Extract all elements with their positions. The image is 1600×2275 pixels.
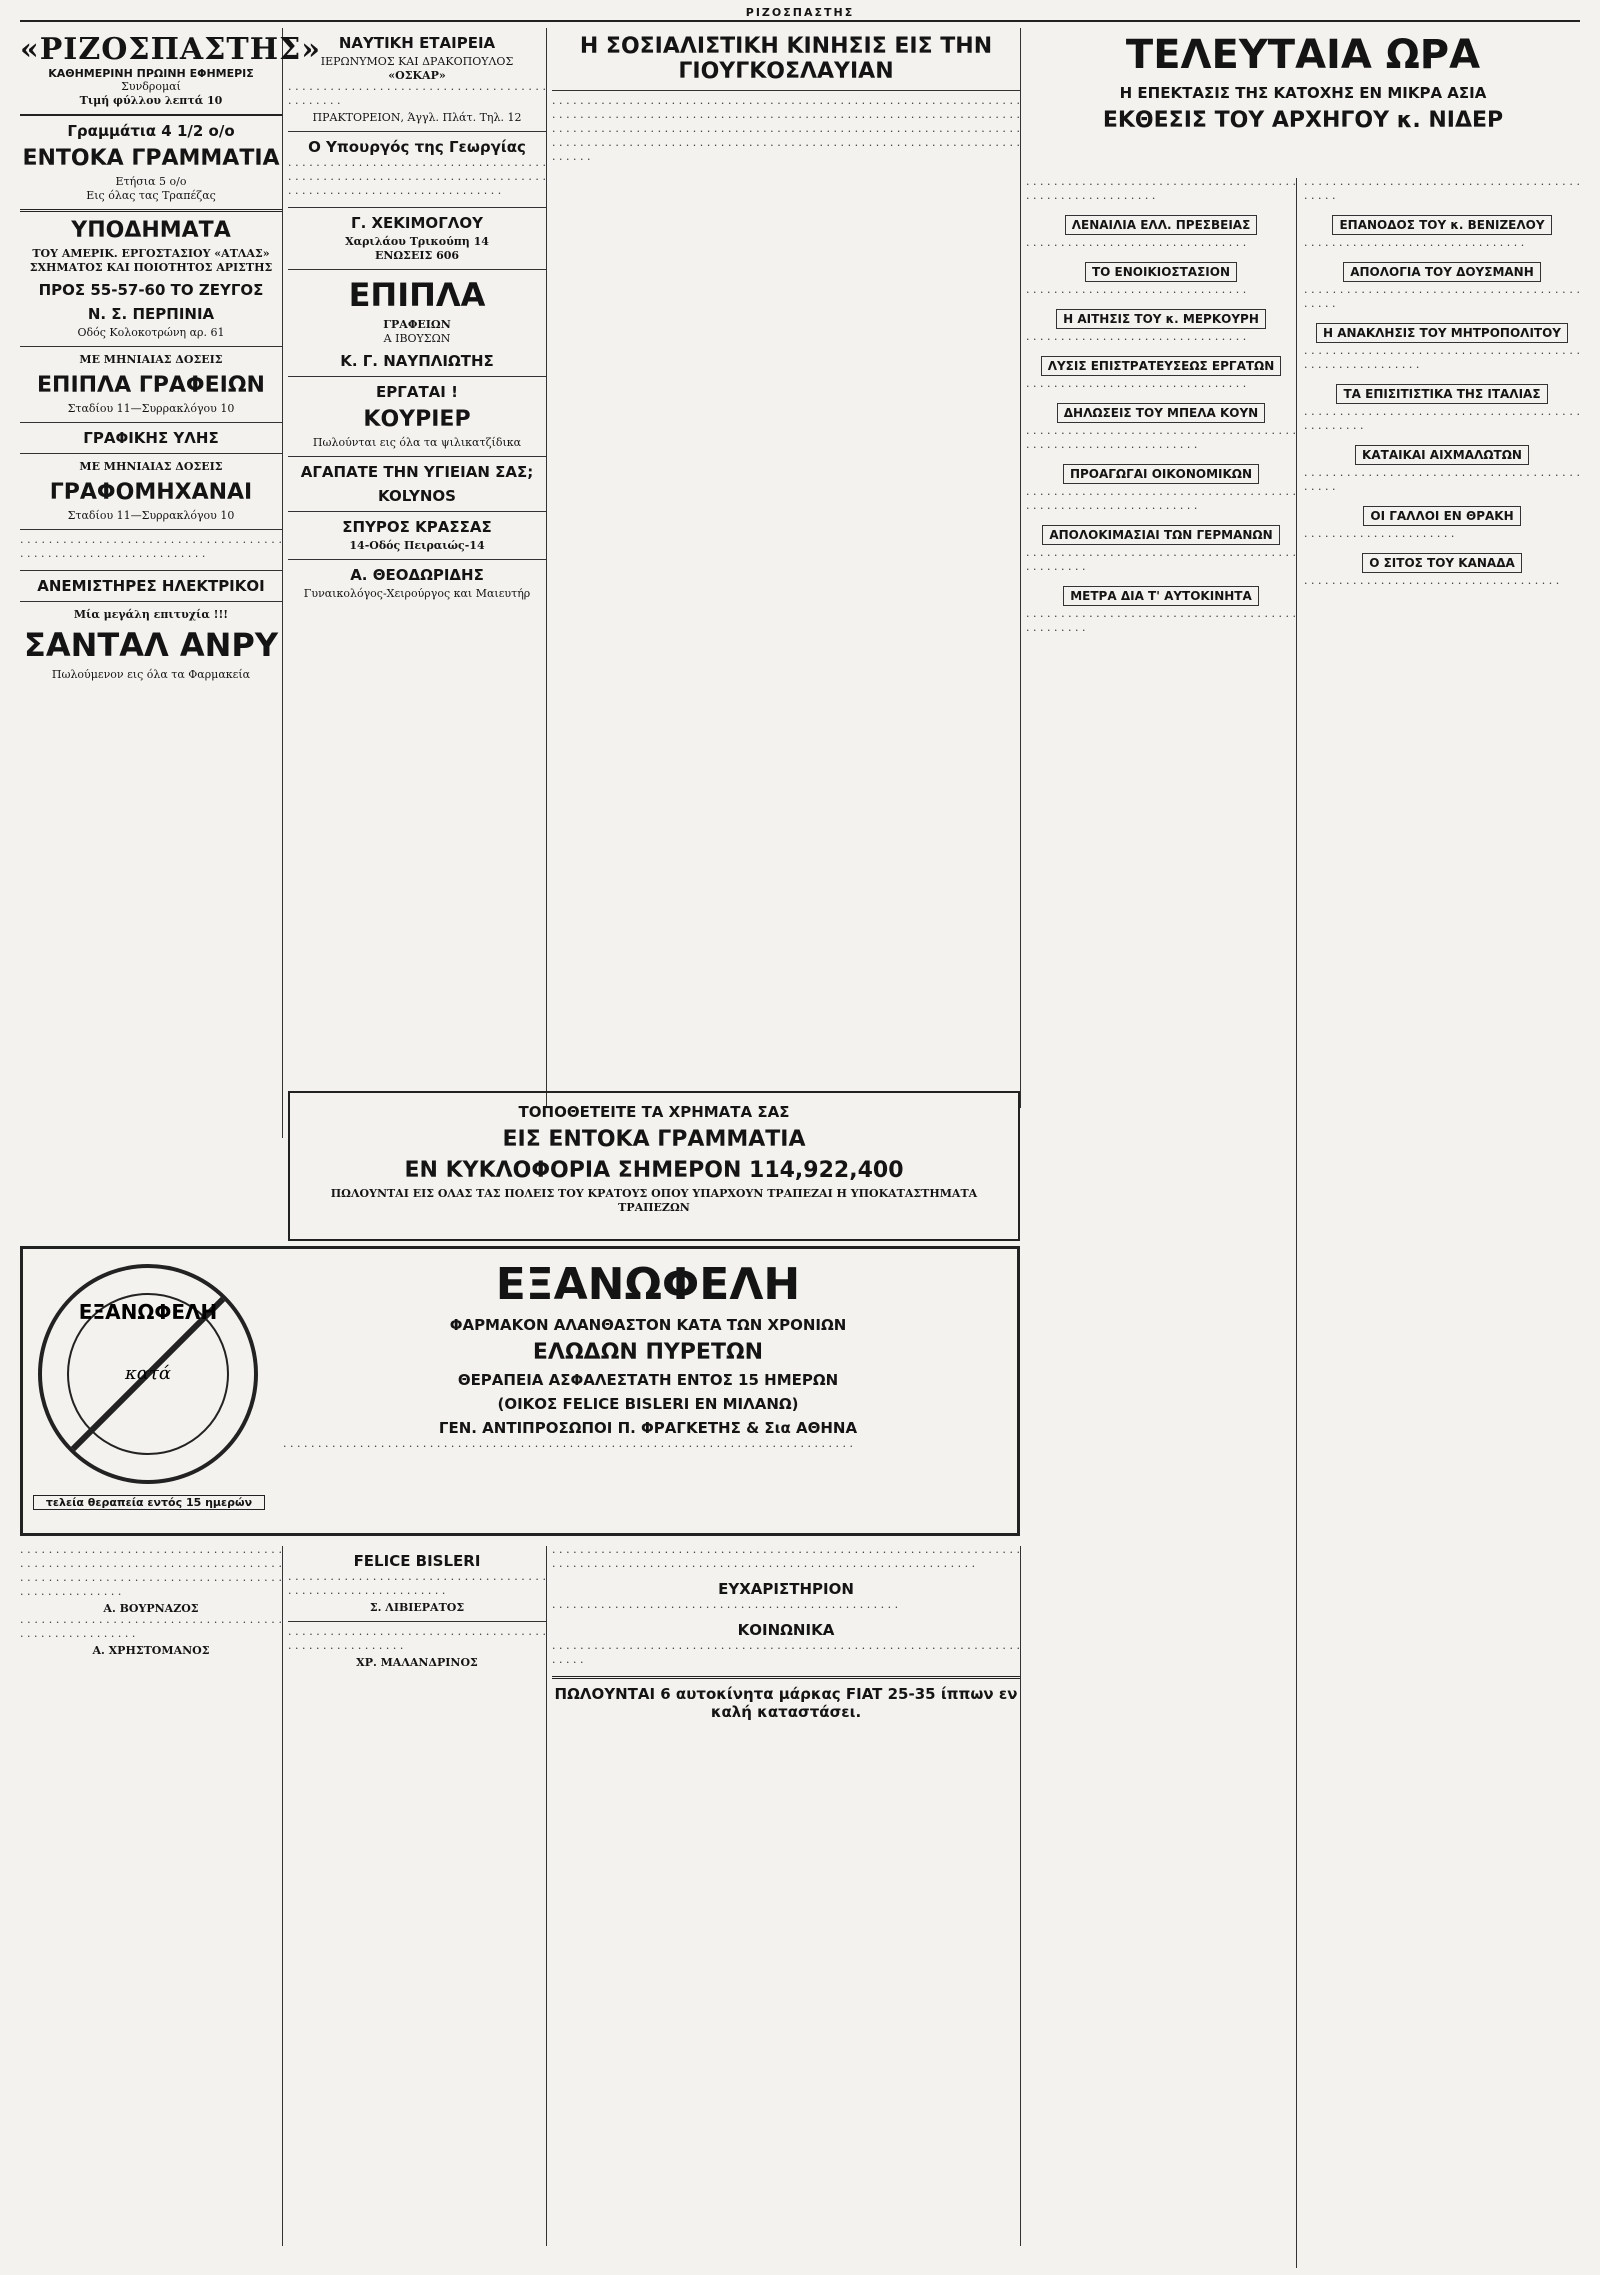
kolynos-title: KOLYNOS [378,487,456,505]
exanofeli-l3: ΘΕΡΑΠΕΙΑ ΑΣΦΑΛΕΣΤΑΤΗ ΕΝΤΟΣ 15 ΗΜΕΡΩΝ [457,1371,839,1389]
sig4: ΧΡ. ΜΑΛΑΝΔΡΙΝΟΣ [356,1656,478,1669]
column-4b: · · · · · · · · · · · · · · · · · · · · · · · · · · · · · · · · · · · · · · · · · · · · ΕΠΑΝΟΔΟΣ ΤΟΥ κ. ΒΕΝΙΖΕΛΟΥ · · · · · · · · · · · · · · · · · · · · · · · · · · · · · · · · ΑΠΟΛΟΓΙΑ ΤΟΥ ΔΟΥΣΜΑΝΗ · · · · · · · · · · · · · · · · · · · · · · · · · · · · · · · · · · · · · · · · · · · · Η ΑΝΑΚΛΗΣΙΣ ΤΟΥ ΜΗΤΡΟΠΟΛΙΤΟΥ · · · · · · · · · · · · · · · · · · · · · · · · · · · · · · · · · · · · · · · · · · · · · · · · · · · · · · · · ΤΑ ΕΠΙΣΙΤΙΣΤΙΚΑ ΤΗΣ ΙΤΑΛΙΑΣ · · · · · · · · · · · · · · · · · · · · · · · · · · · · · · · · · · · · · · · · · · · · · · · · ΚΑΤΑΙΚΑΙ ΑΙΧΜΑΛΩΤΩΝ · · · · · · · · · · · · · · · · · · · · · · · · · · · · · · · · · · · · · · · · · · · · ΟΙ ΓΑΛΛΟΙ ΕΝ ΘΡΑΚΗ · · · · · · · · · · · · · · · · · · · · · · Ο ΣΙΤΟΣ ΤΟΥ ΚΑΝΑΔΑ · · · · · · · · · · · · · · · · · · · · · · · · · · · · · · · · · · · · · [1304,178,1580,590]
santal-head: Μία μεγάλη επιτυχία !!! [73,608,229,621]
lower-column-2: FELICE BISLERI · · · · · · · · · · · · · · · · · · · · · · · · · · · · · · · · · · · · · · · · · · · · · · · · · · · · · · · · · · · · Σ. ΛΙΒΙΕΡΑΤΟΣ · · · · · · · · · · · · · · · · · · · · · · · · · · · · · · · · · · · · · · · · · · · · · · · · · · · · · · ΧΡ. ΜΑΛΑΝΔΡΙΝΟΣ [288,1546,547,2246]
ship-contact: ΠΡΑΚΤΟΡΕΙΟΝ, Άγγλ. Πλάτ. Τηλ. 12 [312,111,522,124]
lower-column-1: · · · · · · · · · · · · · · · · · · · · · · · · · · · · · · · · · · · · · · · · · · · · · · · · · · · · · · · · · · · · · · · · · · · · · · · · · · · · · · · · · · · · · · · · · · · · · · · · · · · · · · · · · · · · · · · · · · · · · · · · · · · · · · Α. ΒΟΥΡΝΑΖΟΣ · · · · · · · · · · · · · · · · · · · · · · · · · · · · · · · · · · · · · · · · · · · · · · · · · · · · · · Α. ΧΡΗΣΤΟΜΑΝΟΣ [20,1546,283,2246]
epipla-addr: Σταδίου 11—Συρρακλόγου 10 [67,402,235,415]
exanofeli-l1: ΦΑΡΜΑΚΟΝ ΑΛΑΝΘΑΣΤΟΝ ΚΑΤΑ ΤΩΝ ΧΡΟΝΙΩΝ [449,1316,847,1334]
entoka-where: Εις όλας τας Τραπέζας [86,189,216,202]
bellakoin-heading: ΔΗΛΩΣΕΙΣ ΤΟΥ ΜΠΕΛΑ ΚΟΥΝ [1057,403,1265,423]
filler-text: · · · · · · · · · · · · · · · · · · · · · · · · · · · · · · · · · · · · · · · · · · · · · · · · · · · · · · · · · · · · · · · · · · · · · · · · · · · · · · · · · · · · · · · · · · · · · · · · · · · · · · · · · · · · · · · · · · · · · · · · · · · · · · · · · · · · · · · · · · · · · · · · · · · · · · · · · · · · · · · · · · · · · · · · · · · · · · · · · · · · · · · · · · · · · · · · · · · · · · · · · · · · · · · · · · · · · · · · · · · · · · · · · · · · · · · · · · · · · · · · · · · · · · · · · · · · · · · · · · · · · · · · · · · · · · · · · · [552,97,1020,166]
last-hour-sub2: ΕΚΘΕΣΙΣ ΤΟΥ ΑΡΧΗΓΟΥ κ. ΝΙΔΕΡ [1102,108,1504,133]
apologia-heading: ΑΠΟΛΟΓΙΑ ΤΟΥ ΔΟΥΣΜΑΝΗ [1343,262,1541,282]
socialist-heading: Η ΣΟΣΙΑΛΙΣΤΙΚΗ ΚΙΝΗΣΙΣ ΕΙΣ ΤΗΝ ΓΙΟΥΓΚΟΣΛΑΥΙΑΝ [579,34,993,84]
typewriters-title: ΓΡΑΦΟΜΗΧΑΝΑΙ [49,480,253,505]
georgia-heading: Ο Υπουργός της Γεωργίας [308,138,526,156]
epipla2-title: ΕΠΙΠΛΑ [348,276,486,314]
epipla-head: ΜΕ ΜΗΝΙΑΙΑΣ ΔΟΣΕΙΣ [79,353,223,366]
dentist-title: ΣΠΥΡΟΣ ΚΡΑΣΣΑΣ [342,518,492,536]
shoes-price: ΠΡΟΣ 55-57-60 ΤΟ ΖΕΥΓΟΣ [38,281,264,299]
bisleri-heading: FELICE BISLERI [353,1552,481,1570]
venizelos-heading: ΕΠΑΝΟΔΟΣ ΤΟΥ κ. ΒΕΝΙΖΕΛΟΥ [1332,215,1551,235]
emblem-bottom: τελεία θεραπεία εντός 15 ημερών [33,1495,265,1510]
germans-heading: ΑΠΟΛΟΚΙΜΑΣΙΑΙ ΤΩΝ ΓΕΡΜΑΝΩΝ [1042,525,1279,545]
bond-l3: ΕΝ ΚΥΚΛΟΦΟΡΙΑ ΣΗΜΕΡΟΝ 114,922,400 [404,1158,904,1183]
shoes-sub: ΤΟΥ ΑΜΕΡΙΚ. ΕΡΓΟΣΤΑΣΙΟΥ «ΑΤΛΑΣ» [32,247,270,260]
filler-text: · · · · · · · · · · · · · · · · · · · · · · · · · · · · · · · · · · · · · · · · · · · · · [288,83,546,110]
kourier-sub: Πωλούνται εις όλα τα ψιλικατζίδικα [312,436,522,449]
running-head: ΡΙΖΟΣΠΑΣΤΗΣ [20,6,1580,22]
column-3 [552,28,1021,1108]
epipla2-sub2: Α ΙΒΟΥΣΩΝ [383,332,451,345]
eno-heading: ΤΟ ΕΝΟΙΚΙΟΣΤΑΣΙΟΝ [1085,262,1237,282]
epipla2-shop: Κ. Γ. ΝΑΥΠΛΙΩΤΗΣ [340,352,494,370]
canada-heading: Ο ΣΙΤΟΣ ΤΟΥ ΚΑΝΑΔΑ [1362,553,1522,573]
kourier-title: ΚΟΥΡΙΕΡ [363,407,471,432]
ship-sub: ΙΕΡΩΝΥΜΟΣ ΚΑΙ ΔΡΑΚΟΠΟΥΛΟΣ [320,55,514,68]
entoka-heading: ΕΝΤΟΚΑ ΓΡΑΜΜΑΤΙΑ [22,146,280,171]
sig2: Σ. ΛΙΒΙΕΡΑΤΟΣ [369,1601,465,1614]
social-heading: ΚΟΙΝΩΝΙΚΑ [737,1621,835,1639]
doctor-heading: Γ. ΧΕΚΙΜΟΓΛΟΥ [351,214,483,232]
column-4 [1026,28,1580,2268]
column-2 [288,28,547,1108]
bond-l4: ΠΩΛΟΥΝΤΑΙ ΕΙΣ ΟΛΑΣ ΤΑΣ ΠΟΛΕΙΣ ΤΟΥ ΚΡΑΤΟΥΣ ΟΠΟΥ ΥΠΑΡΧΟΥΝ ΤΡΑΠΕΖΑΙ Η ΥΠΟΚΑΤΑΣΤΗΜΑΤΑ ΤΡΑΠΕΖΩΝ [330,1187,978,1214]
exanofeli-l2: ΕΛΩΔΩΝ ΠΥΡΕΤΩΝ [532,1340,764,1365]
entoka-rate: Ετήσια 5 ο/ο [115,175,187,188]
exanofeli-title: ΕΞΑΝΩΦΕΛΗ [495,1259,801,1310]
price-label: Τιμή φύλλου λεπτά 10 [79,94,223,107]
fans-heading: ΑΝΕΜΙΣΤΗΡΕΣ ΗΛΕΚΤΡΙΚΟΙ [37,577,265,595]
rate-label: Γραμμάτια 4 1/2 ο/ο [67,122,235,140]
metro-heading: Η ΑΝΑΚΛΗΣΙΣ ΤΟΥ ΜΗΤΡΟΠΟΛΙΤΟΥ [1316,323,1568,343]
sig3: Α. ΧΡΗΣΤΟΜΑΝΟΣ [92,1644,210,1657]
exanofeli-text: ΕΞΑΝΩΦΕΛΗ ΦΑΡΜΑΚΟΝ ΑΛΑΝΘΑΣΤΟΝ ΚΑΤΑ ΤΩΝ ΧΡΟΝΙΩΝ ΕΛΩΔΩΝ ΠΥΡΕΤΩΝ ΘΕΡΑΠΕΙΑ ΑΣΦΑΛΕΣΤΑΤΗ ΕΝΤΟΣ 15 ΗΜΕΡΩΝ (ΟΙΚΟΣ FELICE BISLERI ΕΝ ΜΙΛΑΝΩ) ΓΕΝ. ΑΝΤΙΠΡΟΣΩΠΟΙ Π. ΦΡΑΓΚΕΤΗΣ & Σια ΑΘΗΝΑ · · · · · · · · · · · · · · · · · · · · · · · · · · · · · · · · · · · · · · · · · · · · · · · · · · · · · · · · · · · · · · · · · · · · · · · · · · · · · · · · · · [283,1255,1013,1454]
bond-banner-ad [288,1091,1020,1241]
emblem-top: ΕΞΑΝΩΦΕΛΗ [78,1300,218,1324]
bond-l2: ΕΙΣ ΕΝΤΟΚΑ ΓΡΑΜΜΑΤΙΑ [502,1127,806,1152]
health-heading: ΑΓΑΠΑΤΕ ΤΗΝ ΥΓΙΕΙΑΝ ΣΑΣ; [300,463,534,481]
last-hour-sub: Η ΕΠΕΚΤΑΣΙΣ ΤΗΣ ΚΑΤΟΧΗΣ ΕΝ ΜΙΚΡΑ ΑΣΙΑ [1119,84,1487,102]
thanks-heading: ΕΥΧΑΡΙΣΤΗΡΙΟΝ [718,1580,854,1598]
dentist-addr: 14-Οδός Πειραιώς-14 [349,539,485,552]
column-4a: · · · · · · · · · · · · · · · · · · · · · · · · · · · · · · · · · · · · · · · · · · · · · · · · · · · · · · · · · · ΛΕΝΑΙΛΙΑ ΕΛΛ. ΠΡΕΣΒΕΙΑΣ · · · · · · · · · · · · · · · · · · · · · · · · · · · · · · · · ΤΟ ΕΝΟΙΚΙΟΣΤΑΣΙΟΝ · · · · · · · · · · · · · · · · · · · · · · · · · · · · · · · · Η ΑΙΤΗΣΙΣ ΤΟΥ κ. ΜΕΡΚΟΥΡΗ · · · · · · · · · · · · · · · · · · · · · · · · · · · · · · · · ΛΥΣΙΣ ΕΠΙΣΤΡΑΤΕΥΣΕΩΣ ΕΡΓΑΤΩΝ · · · · · · · · · · · · · · · · · · · · · · · · · · · · · · · · ΔΗΛΩΣΕΙΣ ΤΟΥ ΜΠΕΛΑ ΚΟΥΝ · · · · · · · · · · · · · · · · · · · · · · · · · · · · · · · · · · · · · · · · · · · · · · · · · · · · · · · · · · · · · · · · ΠΡΟΑΓΩΓΑΙ ΟΙΚΟΝΟΜΙΚΩΝ · · · · · · · · · · · · · · · · · · · · · · · · · · · · · · · · · · · · · · · · · · · · · · · · · · · · · · · · · · · · · · · · ΑΠΟΛΟΚΙΜΑΣΙΑΙ ΤΩΝ ΓΕΡΜΑΝΩΝ · · · · · · · · · · · · · · · · · · · · · · · · · · · · · · · · · · · · · · · · · · · · · · · · ΜΕΤΡΑ ΔΙΑ Τ' ΑΥΤΟΚΙΝΗΤΑ · · · · · · · · · · · · · · · · · · · · · · · · · · · · · · · · · · · · · · · · · · · · · · · · [1026,178,1297,2268]
embassy-heading: ΛΕΝΑΙΛΙΑ ΕΛΛ. ΠΡΕΣΒΕΙΑΣ [1065,215,1258,235]
gyn-title: Α. ΘΕΟΔΩΡΙΔΗΣ [350,566,484,584]
filler-text: · · · · · · · · · · · · · · · · · · · · · · · · · · · · · · · · · · · · · · · · · · · · · · · · · · · · · · · · · · [1026,178,1296,205]
french-heading: ΟΙ ΓΑΛΛΟΙ ΕΝ ΘΡΑΚΗ [1363,506,1520,526]
fiat-ad: ΠΩΛΟΥΝΤΑΙ 6 αυτοκίνητα μάρκας FIAT 25-35 ίππων εν καλή καταστάσει. [554,1685,1018,1721]
typewriters-head: ΜΕ ΜΗΝΙΑΙΑΣ ΔΟΣΕΙΣ [79,460,223,473]
shoes-heading: ΥΠΟΔΗΜΑΤΑ [71,218,231,243]
workers-heading: ΕΡΓΑΤΑΙ ! [376,383,458,401]
last-hour-heading: ΤΕΛΕΥΤΑΙΑ ΩΡΑ [1125,32,1481,78]
doctor-tel: ΕΝΩΣΕΙΣ 606 [374,249,460,262]
shoes-shop: Ν. Σ. ΠΕΡΠΙΝΙΑ [87,305,215,323]
bond-l1: ΤΟΠΟΘΕΤΕΙΤΕ ΤΑ ΧΡΗΜΑΤΑ ΣΑΣ [518,1103,790,1121]
italy-heading: ΤΑ ΕΠΙΣΙΤΙΣΤΙΚΑ ΤΗΣ ΙΤΑΛΙΑΣ [1336,384,1547,404]
epipla2-sub: ΓΡΑΦΕΙΩΝ [383,318,451,331]
epipla-title: ΕΠΙΠΛΑ ΓΡΑΦΕΙΩΝ [37,373,265,398]
santal-sub: Πωλούμενον εις όλα τα Φαρμακεία [51,668,251,681]
newspaper-page [20,6,1580,2268]
lower-column-3: · · · · · · · · · · · · · · · · · · · · · · · · · · · · · · · · · · · · · · · · · · · · · · · · · · · · · · · · · · · · · · · · · · · · · · · · · · · · · · · · · · · · · · · · · · · · · · · · · · · · · · · · · · · · · · · · · · · · · · · · · · · · · · · · ΕΥΧΑΡΙΣΤΗΡΙΟΝ · · · · · · · · · · · · · · · · · · · · · · · · · · · · · · · · · · · · · · · · · · · · · · · · · · ΚΟΙΝΩΝΙΚΑ · · · · · · · · · · · · · · · · · · · · · · · · · · · · · · · · · · · · · · · · · · · · · · · · · · · · · · · · · · · · · · · · · · · · · · · · ΠΩΛΟΥΝΤΑΙ 6 αυτοκίνητα μάρκας FIAT 25-35 ίππων εν καλή καταστάσει. [552,1546,1021,2246]
merkouri-heading: Η ΑΙΤΗΣΙΣ ΤΟΥ κ. ΜΕΡΚΟΥΡΗ [1056,309,1266,329]
promotions-heading: ΠΡΟΑΓΩΓΑΙ ΟΙΚΟΝΟΜΙΚΩΝ [1063,464,1259,484]
subscriptions-label: Συνδρομαί [121,80,181,93]
shoes-sub2: ΣΧΗΜΑΤΟΣ ΚΑΙ ΠΟΙΟΤΗΤΟΣ ΑΡΙΣΤΗΣ [29,261,273,274]
workers-back-heading: ΛΥΣΙΣ ΕΠΙΣΤΡΑΤΕΥΣΕΩΣ ΕΡΓΑΤΩΝ [1041,356,1282,376]
exanofeli-l4: (ΟΙΚΟΣ FELICE BISLERI ΕΝ ΜΙΛΑΝΩ) [497,1395,799,1413]
ship-name: «ΟΣΚΑΡ» [388,69,446,82]
masthead-title: «ΡΙΖΟΣΠΑΣΤΗΣ» [20,32,322,67]
masthead-subtitle: ΚΑΘΗΜΕΡΙΝΗ ΠΡΩΙΝΗ ΕΦΗΜΕΡΙΣ [48,67,254,80]
shoes-addr: Οδός Κολοκοτρώνη αρ. 61 [77,326,225,339]
ship-heading: ΝΑΥΤΙΚΗ ΕΤΑΙΡΕΙΑ [338,34,496,52]
column-1 [20,28,322,1138]
prisoners-heading: ΚΑΤΑΙΚΑΙ ΑΙΧΜΑΛΩΤΩΝ [1355,445,1529,465]
doctor-addr: Χαριλάου Τρικούπη 14 [345,235,489,248]
cars-heading: ΜΕΤΡΑ ΔΙΑ Τ' ΑΥΤΟΚΙΝΗΤΑ [1063,586,1259,606]
filler-text: · · · · · · · · · · · · · · · · · · · · · · · · · · · · · · · · · · · · · · · · · · · · · · · · · · · · · · · · · · · · · · · · [20,536,282,563]
emblem-mid: κατά [124,1363,172,1384]
paper-heading: ΓΡΑΦΙΚΗΣ ΥΛΗΣ [83,429,219,447]
sig1: Α. ΒΟΥΡΝΑΖΟΣ [103,1602,199,1615]
gyn-sub: Γυναικολόγος-Χειρούργος και Μαιευτήρ [303,587,531,600]
filler-text: · · · · · · · · · · · · · · · · · · · · · · · · · · · · · · · · · · · · · · · · · · · · · · · · · · · · · · · · · · · · · · · · · · · · · · · · · · · · · · · · · · · · · · · · · · · · · · · · · · · · · · · · · [288,159,546,200]
exanofeli-l5: ΓΕΝ. ΑΝΤΙΠΡΟΣΩΠΟΙ Π. ΦΡΑΓΚΕΤΗΣ & Σια ΑΘΗΝΑ [438,1419,858,1437]
exanofeli-emblem [33,1259,263,1489]
typewriters-addr: Σταδίου 11—Συρρακλόγου 10 [67,509,235,522]
santal-title: ΣΑΝΤΑΛ ΑΝΡΥ [23,626,279,664]
masthead [20,28,322,116]
exanofeli-ad [20,1246,1020,1536]
